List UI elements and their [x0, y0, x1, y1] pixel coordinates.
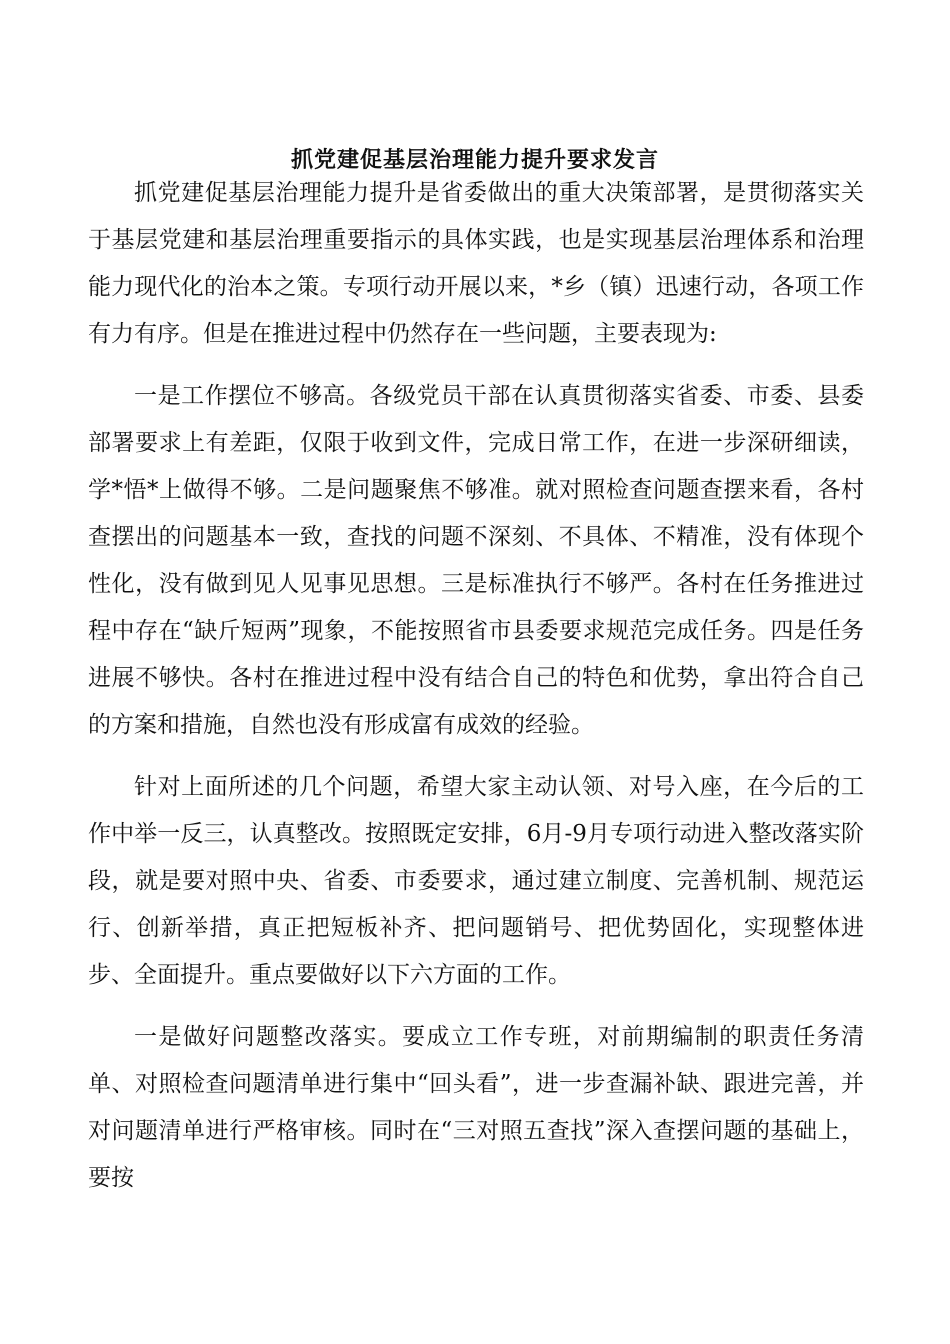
paragraph-3: 针对上面所述的几个问题，希望大家主动认领、对号入座，在今后的工作中举一反三，认真整改。按照既定安排，6月-9月专项行动进入整改落实阶段，就是要对照中央、省委、市委要求，通过建立制度、完善机制、规范运行、创新举措，真正把短板补齐、把问题销号、把优势固化，实现整体进步、全面提升。重点要做好以下六方面的工作。	[88, 774, 864, 988]
document-body	[88, 170, 864, 1217]
paragraph-1: 抓党建促基层治理能力提升是省委做出的重大决策部署，是贯彻落实关于基层党建和基层治理重要指示的具体实践，也是实现基层治理体系和治理能力现代化的治本之策。专项行动开展以来，*乡（镇）迅速行动，各项工作有力有序。但是在推进过程中仍然存在一些问题，主要表现为:	[88, 180, 864, 347]
paragraph-2: 一是工作摆位不够高。各级党员干部在认真贯彻落实省委、市委、县委部署要求上有差距，仅限于收到文件，完成日常工作，在进一步深研细读，学*悟*上做得不够。二是问题聚焦不够准。就对照检查问题查摆来看，各村查摆出的问题基本一致，查找的问题不深刻、不具体、不精准，没有体现个性化，没有做到见人见事见思想。三是标准执行不够严。各村在任务推进过程中存在“缺斤短两”现象，不能按照省市县委要求规范完成任务。四是任务进展不够快。各村在推进过程中没有结合自己的特色和优势，拿出符合自己的方案和措施，自然也没有形成富有成效的经验。	[88, 383, 864, 738]
document-title: 抓党建促基层治理能力提升要求发言	[290, 147, 659, 173]
paragraph-4: 一是做好问题整改落实。要成立工作专班，对前期编制的职责任务清单、对照检查问题清单进行集中“回头看”，进一步查漏补缺、跟进完善，并对问题清单进行严格审核。同时在“三对照五查找”深入查摆问题的基础上，要按	[88, 1024, 864, 1191]
